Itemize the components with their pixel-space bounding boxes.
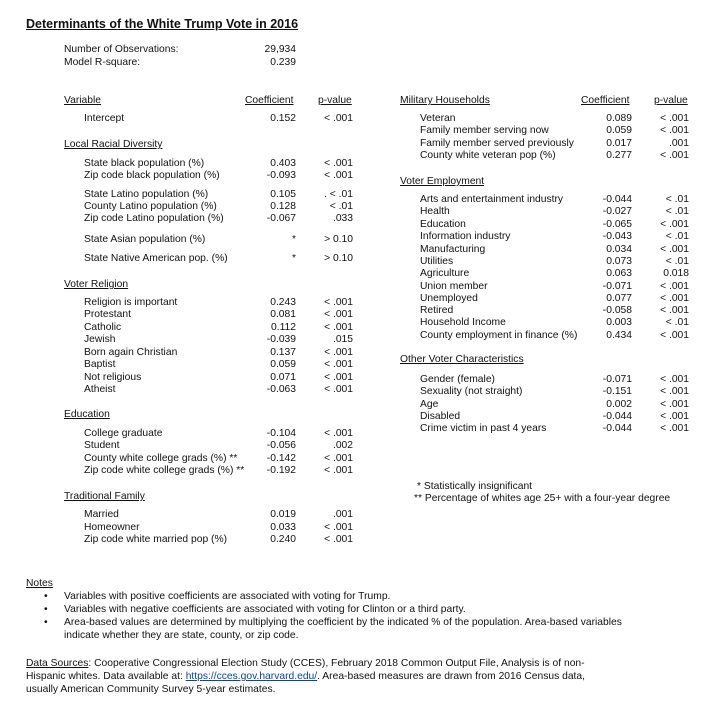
- variable-header: Variable: [64, 95, 102, 106]
- table-row: [0, 411, 727, 423]
- row-label: Jewish: [84, 334, 116, 345]
- row-pvalue: < .001: [324, 170, 353, 181]
- row-pvalue: < .001: [324, 347, 353, 358]
- table-row: [0, 268, 727, 280]
- row-label: Retired: [420, 305, 454, 316]
- row-label: State Native American pop. (%): [84, 253, 228, 264]
- row-coef: -0.044: [602, 411, 632, 422]
- row-coef: 0.019: [270, 509, 296, 520]
- table-row: [0, 522, 727, 534]
- row-coef: -0.151: [602, 386, 632, 397]
- row-label: Age: [420, 399, 439, 410]
- obs-label: Number of Observations:: [64, 44, 179, 55]
- row-pvalue: < .01: [665, 206, 689, 217]
- row-pvalue: < .001: [660, 113, 689, 124]
- table-row: [0, 465, 727, 477]
- row-pvalue: < .001: [324, 465, 353, 476]
- data-sources-text-2: . Area-based measures are drawn from 2016 Census data, usually American Community Survey 5-year estimates.: [26, 671, 586, 695]
- row-pvalue: < .001: [324, 309, 353, 320]
- row-coef: 0.034: [606, 244, 632, 255]
- table-row: [0, 399, 727, 411]
- row-coef: 0.434: [606, 330, 632, 341]
- row-coef: -0.058: [602, 305, 632, 316]
- table-row: [0, 125, 727, 137]
- row-pvalue: < .001: [660, 411, 689, 422]
- row-label: Utilities: [420, 256, 454, 267]
- row-coef: 0.105: [270, 189, 296, 200]
- table-row: [0, 453, 727, 465]
- row-coef: -0.142: [266, 453, 296, 464]
- row-coef: 0.112: [270, 322, 296, 333]
- table-row: [0, 359, 727, 371]
- row-coef: -0.056: [266, 440, 296, 451]
- row-label: Veteran: [420, 113, 456, 124]
- footnote-star: * Statistically insignificant: [417, 481, 533, 492]
- row-label: County white veteran pop (%): [420, 150, 556, 161]
- row-label: Atheist: [84, 384, 116, 395]
- row-coef: -0.104: [266, 428, 296, 439]
- row-pvalue: < .001: [324, 297, 353, 308]
- notes-heading: Notes: [26, 578, 53, 589]
- row-pvalue: < .001: [660, 125, 689, 136]
- row-pvalue: .033: [332, 213, 353, 224]
- row-pvalue: < .01: [665, 231, 689, 242]
- row-pvalue: < .001: [324, 359, 353, 370]
- table-row: [0, 194, 727, 206]
- table-row: [0, 150, 727, 162]
- row-label: State Asian population (%): [84, 234, 206, 245]
- row-coef: 0.017: [606, 138, 632, 149]
- row-label: Union member: [420, 281, 488, 292]
- table-row: [0, 113, 727, 125]
- row-coef: *: [291, 253, 296, 264]
- row-coef: -0.063: [266, 384, 296, 395]
- table-row: [0, 423, 727, 435]
- row-pvalue: < .001: [324, 372, 353, 383]
- coef-header-right: Coefficient: [581, 95, 630, 106]
- row-pvalue: 0.018: [663, 268, 689, 279]
- row-label: State Latino population (%): [84, 189, 209, 200]
- row-coef: 0.002: [606, 399, 632, 410]
- row-pvalue: > 0.10: [324, 234, 353, 245]
- row-coef: 0.059: [270, 359, 296, 370]
- data-sources-label: Data Sources: [26, 658, 89, 669]
- obs-value: 29,934: [264, 44, 296, 55]
- note-item: • Area-based values are determined by multiplying the coefficient by the indicated % of the population. Area-based variables indicate whether they are state, county, or zip code.: [30, 616, 650, 642]
- row-coef: 0.137: [270, 347, 296, 358]
- row-label: Married: [84, 509, 119, 520]
- row-pvalue: < .001: [660, 399, 689, 410]
- table-row: [0, 281, 727, 293]
- row-coef: 0.128: [270, 201, 296, 212]
- row-label: County Latino population (%): [84, 201, 217, 212]
- row-coef: -0.043: [602, 231, 632, 242]
- table-row: [0, 170, 727, 182]
- row-label: Education: [420, 219, 466, 230]
- row-label: Zip code Latino population (%): [84, 213, 224, 224]
- row-pvalue: < .001: [660, 219, 689, 230]
- row-coef: 0.033: [270, 522, 296, 533]
- row-pvalue: < .001: [324, 322, 353, 333]
- table-row: [0, 534, 727, 546]
- page-title: Determinants of the White Trump Vote in 2016: [26, 17, 299, 31]
- row-coef: 0.059: [606, 125, 632, 136]
- row-coef: 0.003: [606, 317, 632, 328]
- data-sources: [26, 657, 616, 696]
- row-pvalue: < .01: [329, 201, 353, 212]
- row-pvalue: < .001: [660, 305, 689, 316]
- data-sources-text: : Cooperative Congressional Election Study (CCES), February 2018 Common Output File, Analysis is of non-Hispanic whites. Data available at:: [26, 658, 585, 682]
- row-coef: 0.403: [270, 158, 296, 169]
- row-coef: -0.067: [266, 213, 296, 224]
- table-row: [0, 386, 727, 398]
- table-row: [0, 330, 727, 342]
- row-label: Gender (female): [420, 374, 495, 385]
- row-pvalue: .015: [332, 334, 353, 345]
- row-coef: -0.071: [602, 374, 632, 385]
- row-label: County white college grads (%) **: [84, 453, 238, 464]
- row-coef: -0.093: [266, 170, 296, 181]
- table-row: [0, 138, 727, 150]
- row-coef: -0.027: [602, 206, 632, 217]
- row-label: Student: [84, 440, 120, 451]
- note-item: • Variables with negative coefficients are associated with voting for Clinton or a third party.: [30, 603, 650, 616]
- row-pvalue: < .01: [665, 194, 689, 205]
- row-label: Agriculture: [420, 268, 470, 279]
- row-label: Disabled: [420, 411, 461, 422]
- row-label: Protestant: [84, 309, 131, 320]
- pvalue-header-left: p-value: [318, 95, 352, 106]
- row-pvalue: < .001: [660, 386, 689, 397]
- row-pvalue: .001: [668, 138, 689, 149]
- footnote-double-star: ** Percentage of whites age 25+ with a four-year degree: [414, 493, 671, 504]
- table-row: [0, 244, 727, 256]
- table-row: [0, 440, 727, 452]
- row-coef: 0.243: [270, 297, 296, 308]
- row-label: Arts and entertainment industry: [420, 194, 564, 205]
- row-pvalue: < .001: [660, 423, 689, 434]
- row-coef: -0.039: [266, 334, 296, 345]
- section-employment: Voter Employment: [400, 176, 485, 187]
- row-label: Intercept: [84, 113, 125, 124]
- section-other: Other Voter Characteristics: [400, 354, 524, 365]
- row-pvalue: < .001: [324, 522, 353, 533]
- row-pvalue: < .01: [665, 317, 689, 328]
- row-coef: 0.073: [606, 256, 632, 267]
- row-coef: 0.240: [270, 534, 296, 545]
- section-education: Education: [64, 409, 110, 420]
- row-label: Household Income: [420, 317, 506, 328]
- row-pvalue: < .01: [665, 256, 689, 267]
- table-row: [0, 347, 727, 359]
- section-family: Traditional Family: [64, 491, 145, 502]
- row-coef: 0.071: [270, 372, 296, 383]
- table-row: [0, 374, 727, 386]
- pvalue-header-right: p-value: [654, 95, 688, 106]
- row-pvalue: < .001: [660, 293, 689, 304]
- row-label: Catholic: [84, 322, 122, 333]
- section-military: Military Households: [400, 95, 490, 106]
- row-coef: 0.277: [606, 150, 632, 161]
- row-pvalue: < .001: [660, 374, 689, 385]
- table-row: [0, 293, 727, 305]
- section-racial: Local Racial Diversity: [64, 139, 163, 150]
- row-label: Manufacturing: [420, 244, 486, 255]
- row-label: County employment in finance (%): [420, 330, 578, 341]
- note-item: • Variables with positive coefficients are associated with voting for Trump.: [30, 590, 650, 603]
- row-coef: -0.065: [602, 219, 632, 230]
- row-label: Family member serving now: [420, 125, 549, 136]
- row-label: State black population (%): [84, 158, 205, 169]
- row-coef: 0.063: [606, 268, 632, 279]
- row-pvalue: < .001: [324, 534, 353, 545]
- row-label: Unemployed: [420, 293, 478, 304]
- row-coef: 0.077: [606, 293, 632, 304]
- data-source-link[interactable]: https://cces.gov.harvard.edu/: [185, 671, 318, 682]
- row-pvalue: < .001: [660, 281, 689, 292]
- row-label: College graduate: [84, 428, 163, 439]
- coef-header-left: Coefficient: [245, 95, 294, 106]
- row-pvalue: .001: [332, 509, 353, 520]
- table-row: [0, 231, 727, 243]
- row-pvalue: > 0.10: [324, 253, 353, 264]
- notes-list: [30, 590, 650, 642]
- row-coef: 0.089: [606, 113, 632, 124]
- table-row: [0, 317, 727, 329]
- row-label: Born again Christian: [84, 347, 178, 358]
- r2-label: Model R-square:: [64, 57, 141, 68]
- section-religion: Voter Religion: [64, 279, 129, 290]
- row-label: Health: [420, 206, 450, 217]
- row-pvalue: < .001: [660, 330, 689, 341]
- row-pvalue: < .001: [324, 158, 353, 169]
- row-pvalue: < .001: [324, 384, 353, 395]
- row-label: Homeowner: [84, 522, 140, 533]
- row-label: Zip code white married pop (%): [84, 534, 228, 545]
- row-pvalue: < .001: [324, 113, 353, 124]
- row-label: Zip code white college grads (%) **: [84, 465, 245, 476]
- row-label: Sexuality (not straight): [420, 386, 523, 397]
- row-label: Baptist: [84, 359, 116, 370]
- row-label: Not religious: [84, 372, 142, 383]
- row-pvalue: < .001: [660, 150, 689, 161]
- row-coef: -0.044: [602, 423, 632, 434]
- row-coef: 0.081: [270, 309, 296, 320]
- row-coef: -0.044: [602, 194, 632, 205]
- row-pvalue: .002: [332, 440, 353, 451]
- table-row: [0, 206, 727, 218]
- row-pvalue: . < .01: [324, 189, 353, 200]
- row-pvalue: < .001: [324, 428, 353, 439]
- table-row: [0, 305, 727, 317]
- row-label: Family member served previously: [420, 138, 574, 149]
- row-pvalue: < .001: [324, 453, 353, 464]
- table-row: [0, 509, 727, 521]
- row-label: Religion is important: [84, 297, 178, 308]
- table-row: [0, 219, 727, 231]
- r2-value: 0.239: [270, 57, 296, 68]
- row-coef: -0.071: [602, 281, 632, 292]
- row-coef: 0.152: [270, 113, 296, 124]
- row-label: Crime victim in past 4 years: [420, 423, 547, 434]
- row-label: Information industry: [420, 231, 511, 242]
- row-label: Zip code black population (%): [84, 170, 220, 181]
- table-row: [0, 256, 727, 268]
- row-coef: -0.192: [266, 465, 296, 476]
- row-coef: *: [291, 234, 296, 245]
- row-pvalue: < .001: [660, 244, 689, 255]
